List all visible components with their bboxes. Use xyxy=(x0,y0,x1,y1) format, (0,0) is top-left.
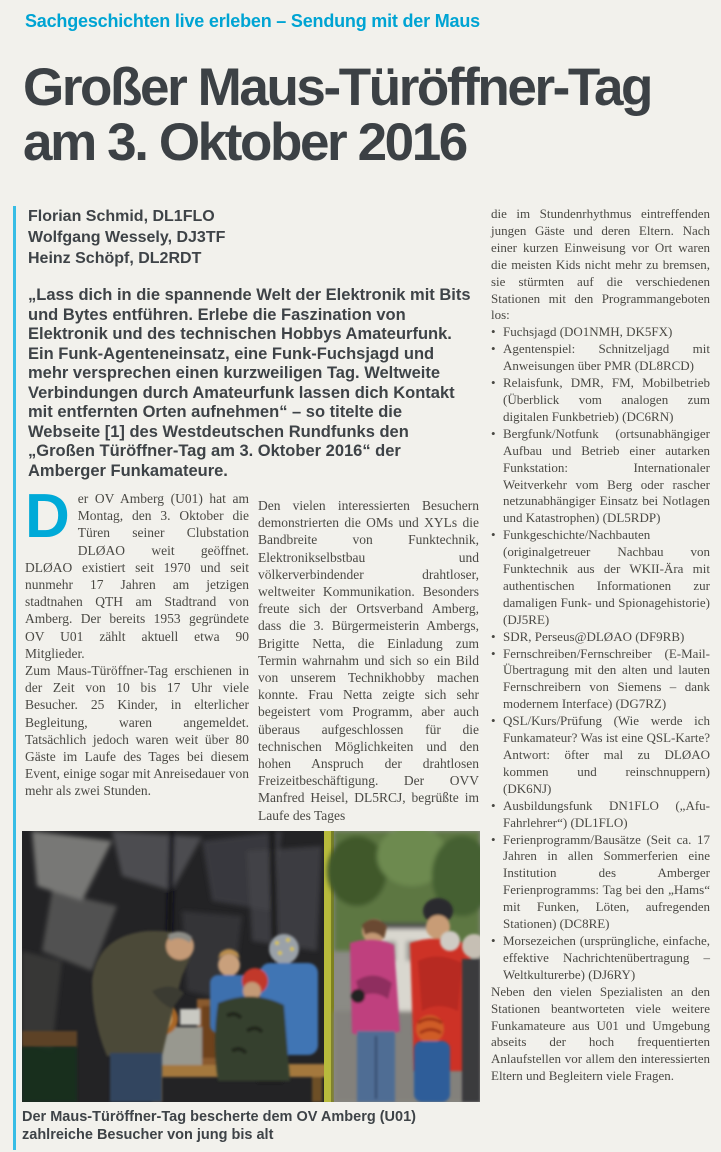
author-line: Florian Schmid, DL1FLO xyxy=(28,208,215,225)
bullet-marker: • xyxy=(491,425,496,441)
station-item xyxy=(491,375,710,426)
station-text: QSL/Kurs/Prüfung (Wie werde ich Funkamateur? Was ist eine QSL-Karte? Antwort: öfter mal zu DLØAO kommen und reinschnuppern) (DK6NJ) xyxy=(503,713,710,796)
article-title: Großer Maus-Türöffner-Tag am 3. Oktober 2016 xyxy=(23,58,652,172)
bullet-marker: • xyxy=(491,831,496,847)
event-photo-illustration xyxy=(22,831,480,1102)
body-column-1 xyxy=(25,482,249,800)
paragraph-text: er OV Amberg (U01) hat am Montag, den 3. Oktober die Türen seiner Clubstation DLØAO weit geöffnet. DLØAO existiert seit 1970 und seit nunmehr 17 Jahren am jetzigen stadtnahen QTH am Stadtrand von Amberg. Der bereits 1953 gegründete OV U01 zählt aktuell etwa 90 Mitglieder. xyxy=(25,491,249,661)
station-item xyxy=(491,341,710,375)
author-block xyxy=(28,206,448,269)
station-list xyxy=(491,324,710,983)
bullet-marker: • xyxy=(491,628,496,644)
station-item xyxy=(491,933,710,984)
station-item xyxy=(491,527,710,628)
paragraph: die im Stundenrhythmus eintreffenden jungen Gäste und deren Eltern. Nach einer kurzen Einweisung vor Ort waren die meisten Kids nicht mehr zu bremsen, sie stürmten auf die verschiedenen Stationen mit den Programmangeboten los: xyxy=(491,206,710,323)
station-text: Ferienprogramm/Bausätze (Seit ca. 17 Jahren in allen Sommerferien eine Institution des Amberger Ferienprogramms: Tag bei den „Hams“ mit Funken, Löten, aufregenden Stationen) (DC8RE) xyxy=(503,831,710,932)
station-item xyxy=(491,324,710,341)
station-text: Bergfunk/Notfunk (ortsunabhängiger Aufbau und Betrieb einer autarken Funkstation: Internationaler Weitverkehr vom Berg oder rascher netzunabhängiger Einsatz bei Notlagen und Katastrophen) (DL5RDP) xyxy=(503,425,710,526)
left-accent-rule xyxy=(13,206,16,1150)
station-item xyxy=(491,713,710,798)
station-item xyxy=(491,832,710,933)
station-item xyxy=(491,646,710,714)
section-tagline: Sachgeschichten live erleben – Sendung mit der Maus xyxy=(25,11,480,31)
event-photo xyxy=(22,831,480,1102)
paragraph xyxy=(25,482,249,662)
station-text: Ausbildungsfunk DN1FLO („Afu-Fahrlehrer“) (DL1FLO) xyxy=(503,797,710,830)
body-column-2 xyxy=(258,497,479,824)
paragraph: Den vielen interessierten Besuchern demonstrierten die OMs und XYLs die Bandbreite von Funktechnik, Elektronikselbstbau und völkerverbindender drahtloser, weltweiter Kommunikation. Besonders freute sich der Ortsverband Amberg, dass die 3. Bürgermeisterin Ambergs, Brigitte Netta, die Einladung zum Termin wahrnahm und sich so ein Bild von unserem Technikhobby machen konnte. Frau Netta zeigte sich sehr begeistert vom Programm, aber auch überaus aufgeschlossen für die technischen Möglichkeiten und den hohen Anspruch der drahtlosen Freizeitbeschäftigung. Der OVV Manfred Heisel, DL5RCJ, begrüßte im Laufe des Tages xyxy=(258,498,479,823)
station-text: Fernschreiben/Fernschreiber (E-Mail-Übertragung mit den alten und lauten Fernschreibern von Siemens – dank modernem Interface) (DG7RZ) xyxy=(503,645,710,712)
bullet-marker: • xyxy=(491,527,496,543)
woman-pink-jacket xyxy=(350,919,400,1102)
author-line: Heinz Schöpf, DL2RDT xyxy=(28,250,202,267)
bullet-marker: • xyxy=(491,932,496,948)
author-line: Wolfgang Wessely, DJ3TF xyxy=(28,229,226,246)
paragraph: Zum Maus-Türöffner-Tag erschienen in der Zeit von 10 bis 17 Uhr viele Besucher. 25 Kinder, in elterlicher Begleitung, waren angemeldet. Tatsächlich jedoch waren weit über 80 Gäste im Laufe des Tages bei diesem Event, einige sogar mit Anreisedauer von mehr als zwei Stunden. xyxy=(25,663,249,799)
bullet-marker: • xyxy=(491,375,496,391)
bullet-marker: • xyxy=(491,797,496,813)
station-text: Morsezeichen (ursprüngliche, einfache, effektive Nachrichtenübertragung – Weltkulturerbe) (DJ6RY) xyxy=(503,932,710,982)
station-text: Funkgeschichte/Nachbauten (originalgetreuer Nachbau von Funktechnik aus der WKII-Ära mit authentischen Informationen zur damaligen Funk- und Spionagehistorie) (DJ5RE) xyxy=(503,527,710,627)
body-column-3 xyxy=(491,206,710,1085)
station-text: Fuchsjagd (DO1NMH, DK5FX) xyxy=(503,324,673,340)
bullet-marker: • xyxy=(491,713,496,729)
bullet-marker: • xyxy=(491,645,496,661)
station-text: SDR, Perseus@DLØAO (DF9RB) xyxy=(503,628,685,644)
station-text: Agentenspiel: Schnitzeljagd mit Anweisungen über PMR (DL8RCD) xyxy=(503,341,710,374)
station-item xyxy=(491,629,710,646)
bullet-marker: • xyxy=(491,324,496,340)
paragraph: Neben den vielen Spezialisten an den Stationen beantworteten viele weitere Funkamateure aus U01 und Umgebung abseits der hoch frequentierten Anlaufstellen vor allem den interessierten Eltern und Begleitern viele Fragen. xyxy=(491,983,710,1084)
station-text: Relaisfunk, DMR, FM, Mobilbetrieb (Überblick vom analogen zum digitalen Funkbetrieb) (DC6RN) xyxy=(503,375,710,424)
lead-paragraph: „Lass dich in die spannende Welt der Elektronik mit Bits und Bytes entführen. Erlebe die Faszination von Elektronik und des technischen Hobbys Amateurfunk. Ein Funk-Agenteneinsatz, eine Funk-Fuchsjagd und mehr versprechen einen kurzweiligen Tag. Weltweite Verbindungen durch Amateurfunk lassen dich Kontakt mit entfernten Orten aufnehmen“ – so titelte die Webseite [1] des Westdeutschen Rundfunks den „Großen Türöffner-Tag am 3. Oktober 2016“ der Amberger Funkamateure. xyxy=(28,286,471,480)
station-item xyxy=(491,798,710,832)
station-item xyxy=(491,426,710,527)
bullet-marker: • xyxy=(491,341,496,357)
dropcap-letter: D xyxy=(25,482,70,551)
photo-caption: Der Maus-Türöffner-Tag bescherte dem OV Amberg (U01) zahlreiche Besucher von jung bis alt xyxy=(22,1109,416,1143)
